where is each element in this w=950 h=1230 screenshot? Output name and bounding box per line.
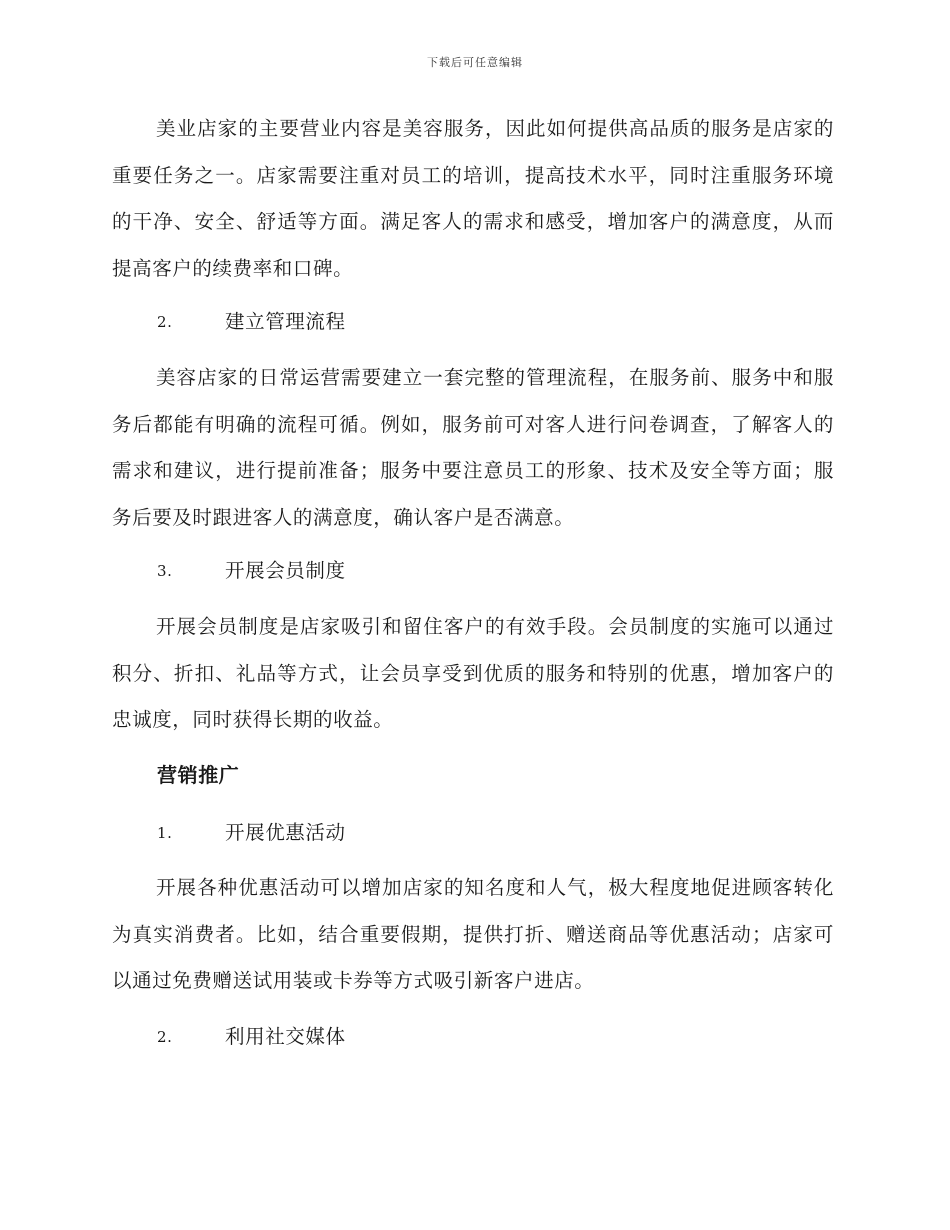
manage-process-paragraph: 美容店家的日常运营需要建立一套完整的管理流程，在服务前、服务中和服务后都能有明确的流程可循。例如，服务前可对客人进行问卷调查，了解客人的需求和建议，进行提前准备；服务中要注意员工的形象、技术及安全等方面；服务后要及时跟进客人的满意度，确认客户是否满意。 xyxy=(112,366,834,529)
list-item-number: 1. xyxy=(157,824,173,842)
list-item-manage-process xyxy=(157,308,346,336)
promotions-paragraph: 开展各种优惠活动可以增加店家的知名度和人气，极大程度地促进顾客转化为真实消费者。比如，结合重要假期，提供打折、赠送商品等优惠活动；店家可以通过免费赠送试用装或卡券等方式吸引新客户进店。 xyxy=(112,876,834,992)
intro-paragraph: 美业店家的主要营业内容是美容服务，因此如何提供高品质的服务是店家的重要任务之一。店家需要注重对员工的培训，提高技术水平，同时注重服务环境的干净、安全、舒适等方面。满足客人的需求和感受，增加客户的满意度，从而提高客户的续费率和口碑。 xyxy=(112,117,834,280)
list-item-number: 3. xyxy=(157,562,173,580)
section-heading-marketing: 营销推广 xyxy=(157,763,240,787)
list-item-title: 利用社交媒体 xyxy=(225,1025,346,1048)
list-item-number: 2. xyxy=(157,313,173,331)
list-item-promotions xyxy=(157,819,346,847)
page-header: 下载后可任意编辑 xyxy=(427,56,523,69)
list-item-social-media xyxy=(157,1023,346,1051)
list-item-membership xyxy=(157,557,346,585)
list-item-number: 2. xyxy=(157,1028,173,1046)
membership-paragraph: 开展会员制度是店家吸引和留住客户的有效手段。会员制度的实施可以通过积分、折扣、礼品等方式，让会员享受到优质的服务和特别的优惠，增加客户的忠诚度，同时获得长期的收益。 xyxy=(112,615,834,731)
list-item-title: 建立管理流程 xyxy=(225,310,346,333)
list-item-title: 开展会员制度 xyxy=(225,559,346,582)
list-item-title: 开展优惠活动 xyxy=(225,821,346,844)
